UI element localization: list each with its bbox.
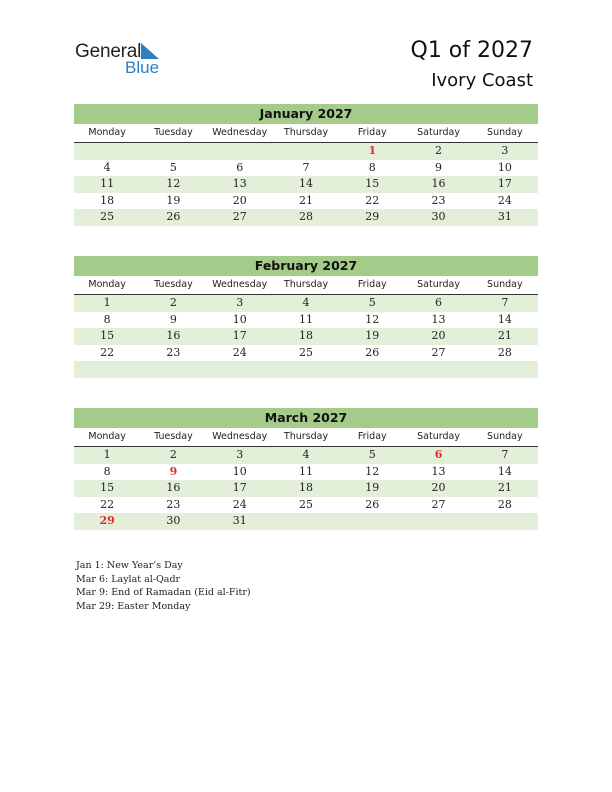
day-cell — [207, 361, 273, 378]
week-rows — [74, 143, 538, 226]
brand-logo — [75, 41, 160, 77]
day-cell: 28 — [298, 210, 313, 224]
day-cell: 15 — [365, 177, 380, 191]
page-subtitle: Ivory Coast — [431, 70, 533, 91]
weekday-label: Saturday — [417, 431, 460, 442]
day-cell: 27 — [232, 210, 247, 224]
day-cell: 24 — [232, 345, 247, 359]
day-cell: 26 — [166, 210, 181, 224]
day-cell: 7 — [302, 160, 310, 174]
weekday-label: Thursday — [283, 279, 329, 290]
day-cell: 25 — [298, 497, 313, 511]
day-cell: 18 — [100, 193, 115, 207]
day-cell — [472, 361, 538, 378]
day-cell: 11 — [298, 312, 313, 326]
week-row — [74, 447, 538, 464]
day-cell: 12 — [365, 464, 380, 478]
day-cell: 10 — [232, 312, 247, 326]
day-cell: 20 — [232, 193, 247, 207]
weekday-label: Monday — [88, 431, 126, 442]
week-row — [74, 143, 538, 160]
day-cell: 18 — [298, 329, 313, 343]
day-cell: 14 — [497, 464, 512, 478]
day-cell: 1 — [103, 448, 111, 461]
day-cell — [207, 143, 273, 160]
holiday-item: Mar 29: Easter Monday — [76, 600, 191, 612]
day-cell — [339, 513, 405, 530]
holiday-day-cell: 29 — [99, 514, 115, 528]
day-cell: 2 — [169, 448, 177, 461]
day-cell: 21 — [298, 193, 313, 207]
month-title: February 2027 — [74, 256, 538, 276]
day-cell: 16 — [431, 177, 446, 191]
weekday-label: Tuesday — [154, 127, 193, 138]
day-cell: 23 — [431, 193, 446, 207]
day-cell: 7 — [501, 296, 509, 309]
day-cell: 12 — [166, 177, 181, 191]
holiday-day-cell: 9 — [169, 464, 178, 478]
week-row — [74, 480, 538, 497]
weekday-label: Thursday — [283, 431, 329, 442]
weekday-header-row — [74, 124, 538, 143]
day-cell: 23 — [166, 345, 181, 359]
weekday-header-row — [74, 276, 538, 295]
day-cell: 11 — [100, 177, 115, 191]
holiday-day-cell: 6 — [434, 448, 443, 461]
day-cell: 22 — [100, 497, 115, 511]
weekday-label: Tuesday — [154, 431, 193, 442]
day-cell — [273, 513, 339, 530]
day-cell: 4 — [302, 448, 310, 461]
weekday-label: Sunday — [487, 279, 523, 290]
day-cell: 31 — [232, 514, 247, 528]
week-row — [74, 209, 538, 226]
weekday-label: Wednesday — [212, 127, 268, 138]
brand-word-general: General — [75, 41, 142, 62]
day-cell: 14 — [298, 177, 313, 191]
holiday-item: Mar 6: Laylat al-Qadr — [76, 573, 181, 585]
day-cell: 28 — [497, 497, 512, 511]
week-row — [74, 464, 538, 481]
day-cell: 13 — [232, 177, 247, 191]
month-title: January 2027 — [74, 104, 538, 124]
day-cell: 6 — [236, 160, 244, 174]
day-cell: 15 — [100, 329, 115, 343]
day-cell: 27 — [431, 497, 446, 511]
day-cell: 18 — [298, 481, 313, 495]
week-row — [74, 328, 538, 345]
day-cell: 5 — [368, 296, 376, 309]
day-cell — [140, 143, 206, 160]
week-row — [74, 160, 538, 177]
day-cell: 24 — [497, 193, 512, 207]
day-cell: 28 — [497, 345, 512, 359]
weekday-label: Monday — [88, 127, 126, 138]
day-cell: 23 — [166, 497, 181, 511]
day-cell — [339, 361, 405, 378]
day-cell: 21 — [497, 329, 512, 343]
day-cell: 9 — [435, 160, 443, 174]
day-cell: 22 — [365, 193, 380, 207]
week-row — [74, 312, 538, 329]
day-cell: 2 — [435, 144, 443, 157]
day-cell: 3 — [501, 144, 509, 157]
weekday-label: Monday — [88, 279, 126, 290]
day-cell: 14 — [497, 312, 512, 326]
month-calendar-february — [74, 256, 538, 378]
weekday-label: Wednesday — [212, 279, 268, 290]
day-cell: 19 — [365, 329, 380, 343]
day-cell — [140, 361, 206, 378]
month-calendar-march — [74, 408, 538, 530]
month-title: March 2027 — [74, 408, 538, 428]
day-cell: 16 — [166, 481, 181, 495]
day-cell: 29 — [365, 210, 380, 224]
weekday-label: Saturday — [417, 127, 460, 138]
week-row — [74, 193, 538, 210]
day-cell: 8 — [103, 312, 111, 326]
weekday-header-row — [74, 428, 538, 447]
day-cell: 2 — [169, 296, 177, 309]
weekday-label: Saturday — [417, 279, 460, 290]
week-rows — [74, 447, 538, 530]
day-cell: 26 — [365, 345, 380, 359]
day-cell: 5 — [169, 160, 177, 174]
day-cell — [472, 513, 538, 530]
month-calendar-january — [74, 104, 538, 226]
day-cell: 19 — [166, 193, 181, 207]
day-cell: 27 — [431, 345, 446, 359]
day-cell: 22 — [100, 345, 115, 359]
day-cell — [273, 143, 339, 160]
day-cell: 30 — [431, 210, 446, 224]
day-cell — [74, 361, 140, 378]
day-cell: 7 — [501, 448, 509, 461]
holiday-day-cell: 1 — [368, 144, 377, 157]
holiday-item: Mar 9: End of Ramadan (Eid al-Fitr) — [76, 587, 251, 598]
week-row — [74, 361, 538, 378]
day-cell: 19 — [365, 481, 380, 495]
day-cell: 26 — [365, 497, 380, 511]
weekday-label: Friday — [357, 127, 387, 138]
weekday-label: Thursday — [283, 127, 329, 138]
day-cell: 3 — [236, 448, 244, 461]
day-cell: 12 — [365, 312, 380, 326]
day-cell — [273, 361, 339, 378]
day-cell: 3 — [236, 296, 244, 309]
weekday-label: Tuesday — [154, 279, 193, 290]
day-cell: 5 — [368, 448, 376, 461]
day-cell: 13 — [431, 312, 446, 326]
day-cell: 24 — [232, 497, 247, 511]
week-row — [74, 513, 538, 530]
day-cell: 17 — [232, 329, 247, 343]
day-cell: 13 — [431, 464, 446, 478]
day-cell: 16 — [166, 329, 181, 343]
day-cell: 4 — [302, 296, 310, 309]
week-row — [74, 176, 538, 193]
day-cell: 8 — [103, 464, 111, 478]
day-cell — [74, 143, 140, 160]
week-rows — [74, 295, 538, 378]
day-cell: 8 — [368, 160, 376, 174]
weekday-label: Wednesday — [212, 431, 268, 442]
day-cell — [405, 361, 471, 378]
page-title: Q1 of 2027 — [410, 38, 533, 63]
day-cell — [405, 513, 471, 530]
day-cell: 10 — [232, 464, 247, 478]
weekday-label: Sunday — [487, 431, 523, 442]
day-cell: 20 — [431, 481, 446, 495]
weekday-label: Sunday — [487, 127, 523, 138]
day-cell: 25 — [298, 345, 313, 359]
weekday-label: Friday — [357, 279, 387, 290]
day-cell: 10 — [497, 160, 512, 174]
week-row — [74, 295, 538, 312]
day-cell: 17 — [232, 481, 247, 495]
holiday-list — [76, 559, 251, 613]
day-cell: 15 — [100, 481, 115, 495]
day-cell: 4 — [103, 160, 111, 174]
day-cell: 1 — [103, 296, 111, 309]
day-cell: 20 — [431, 329, 446, 343]
week-row — [74, 345, 538, 362]
day-cell: 17 — [497, 177, 512, 191]
day-cell: 25 — [100, 210, 115, 224]
week-row — [74, 497, 538, 514]
day-cell: 11 — [298, 464, 313, 478]
day-cell: 9 — [169, 312, 177, 326]
brand-word-blue: Blue — [125, 58, 160, 77]
day-cell: 30 — [166, 514, 181, 528]
day-cell: 31 — [497, 210, 512, 224]
weekday-label: Friday — [357, 431, 387, 442]
day-cell: 6 — [435, 296, 443, 309]
day-cell: 21 — [497, 481, 512, 495]
holiday-item: Jan 1: New Year’s Day — [76, 560, 183, 571]
